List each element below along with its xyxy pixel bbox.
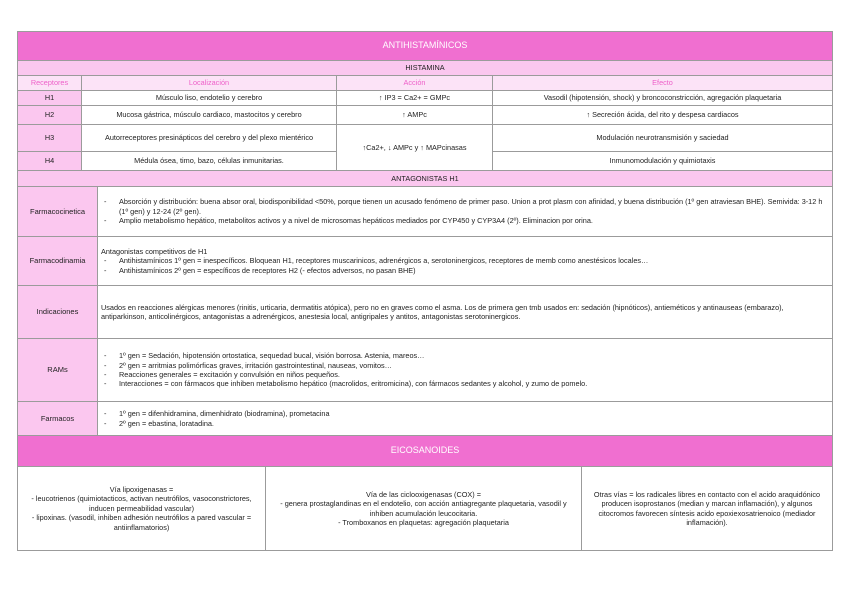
list-item: - 1º gen = difenhidramina, dimenhidrato (biodramina), prometacina xyxy=(101,409,829,418)
otras-vias-text: Otras vías = los radicales libres en contacto con el acido araquidónico producen isoprostanos (median y marcan inflamación), y algunos citocromos favorecen síntesis acido epoxiexosatrienoico (mediador inflamación). xyxy=(593,489,821,527)
table-row xyxy=(18,91,833,106)
eicosanoides-table xyxy=(17,435,833,551)
list-item: - 2º gen = arritmias polimórficas graves, irritación gastrointestinal, nauseas, vomitos… xyxy=(101,361,829,370)
section-list xyxy=(101,351,829,389)
table-row xyxy=(18,125,833,152)
section-intro: Usados en reacciones alérgicas menores (rinitis, urticaria, dermatitis atópica), pero no en graves como el asma. Los de primera gen tmb usados en: sedación (hipnóticos), antieméticos y antinauseas (embarazo), antiparkinson, anticolinérgicos, antagonistas a adrenérgicos, anestesia local, antigripales y antitos, antagonistas serotoninergicos. xyxy=(98,286,833,339)
lipoxigenasas-heading: Vía lipoxigenasas = xyxy=(109,484,174,494)
efecto-h1: Vasodil (hipotensión, shock) y broncoconstricción, agregación plaquetaria xyxy=(493,91,833,106)
section-list xyxy=(101,197,829,225)
antagonistas-title: ANTAGONISTAS H1 xyxy=(18,171,833,187)
list-item: - Interacciones = con fármacos que inhiben metabolismo hepático (macrolidos, eritromicina), con fármacos sedantes y alcohol, y zumo de pomelo. xyxy=(101,379,829,388)
list-item: - 1º gen = Sedación, hipotensión ortostatica, sequedad bucal, visión borrosa. Astenia, mareos… xyxy=(101,351,829,360)
list-item: - Amplio metabolismo hepático, metabolitos activos y a nivel de microsomas hepáticos mediados por CYP450 y CYP3A4 (2º). Eliminacion por orina. xyxy=(101,216,829,225)
table-row xyxy=(18,106,833,125)
section-rams xyxy=(18,339,833,402)
section-intro: Antagonistas competitivos de H1 xyxy=(101,246,208,256)
list-item: - 2º gen = ebastina, loratadina. xyxy=(101,419,829,428)
accion-h2: ↑ AMPc xyxy=(337,106,493,125)
list-item: - genera prostaglandinas en el endotelio, con acción antiagregante plaquetaria, vasodil y inhiben acumulación leucocitaria. xyxy=(280,499,567,518)
receptor-h2: H2 xyxy=(18,106,82,125)
list-item: - leucotrienos (quimiotacticos, activan neutrófilos, vasoconstrictores, inducen permeabilidad vascular) xyxy=(31,494,252,513)
localizacion-h3: Autorreceptores presinápticos del cerebro y del plexo mientérico xyxy=(82,125,337,152)
document-page xyxy=(17,31,832,551)
efecto-h4: Inmunomodulación y quimiotaxis xyxy=(493,152,833,171)
localizacion-h2: Mucosa gástrica, músculo cardiaco, mastocitos y cerebro xyxy=(82,106,337,125)
section-list xyxy=(101,256,829,275)
localizacion-h4: Médula ósea, timo, bazo, células inmunitarias. xyxy=(82,152,337,171)
list-item: - Reacciones generales = excitación y convulsión en niños pequeños. xyxy=(101,370,829,379)
eicosanoides-title: EICOSANOIDES xyxy=(18,436,833,467)
accion-h1: ↑ IP3 = Ca2+ = GMPc xyxy=(337,91,493,106)
localizacion-h1: Músculo liso, endotelio y cerebro xyxy=(82,91,337,106)
section-farmacodinamia xyxy=(18,237,833,286)
efecto-h2: ↑ Secreción ácida, del rito y despesa cardiacos xyxy=(493,106,833,125)
section-label: Farmacodinamia xyxy=(18,237,98,286)
section-label: Farmacocinetica xyxy=(18,187,98,237)
header-efecto: Efecto xyxy=(493,76,833,91)
main-title: ANTIHISTAMÍNICOS xyxy=(18,32,833,61)
header-receptores: Receptores xyxy=(18,76,82,91)
list-item: - Absorción y distribución: buena absor oral, biodisponibilidad <50%, porque tienen un acusado fenómeno de primer paso. Union a prot plasm con afinidad, y buena distribución (1º gen atraviesan BHE). Semivida: 3-12 h (1º gen) y 12-24 (2º gen). xyxy=(101,197,829,216)
accion-h3-h4: ↑Ca2+, ↓ AMPc y ↑ MAPcinasas xyxy=(337,125,493,171)
receptor-h3: H3 xyxy=(18,125,82,152)
section-farmacos xyxy=(18,402,833,436)
list-item: - Antihistamínicos 2º gen = específicos de receptores H2 (- efectos adversos, no pasan BHE) xyxy=(101,266,829,275)
antihistaminicos-table xyxy=(17,31,833,187)
section-label: Farmacos xyxy=(18,402,98,436)
section-farmacocinetica xyxy=(18,187,833,237)
histamina-title: HISTAMINA xyxy=(18,61,833,76)
histamina-header-row xyxy=(18,76,833,91)
section-list xyxy=(101,409,829,428)
header-localizacion: Localización xyxy=(82,76,337,91)
section-label: Indicaciones xyxy=(18,286,98,339)
receptor-h1: H1 xyxy=(18,91,82,106)
section-indicaciones xyxy=(18,286,833,339)
eicosanoides-row xyxy=(18,467,833,551)
section-label: RAMs xyxy=(18,339,98,402)
list-item: - Tromboxanos en plaquetas: agregación plaquetaria xyxy=(338,517,509,527)
receptor-h4: H4 xyxy=(18,152,82,171)
efecto-h3: Modulación neurotransmisión y saciedad xyxy=(493,125,833,152)
list-item: - Antihistamínicos 1º gen = inespecíficos. Bloquean H1, receptores muscarinicos, adrenérgicos a, serotoninergicos, receptores de memb como anestésicos locales… xyxy=(101,256,829,265)
antagonistas-table xyxy=(17,186,833,436)
list-item: - lipoxinas. (vasodil, inhiben adhesión neutrófilos a pared vascular = antiinflamatorios) xyxy=(31,513,252,532)
header-accion: Acción xyxy=(337,76,493,91)
ciclooxigenasas-heading: Vía de las ciclooxigenasas (COX) = xyxy=(366,489,481,499)
